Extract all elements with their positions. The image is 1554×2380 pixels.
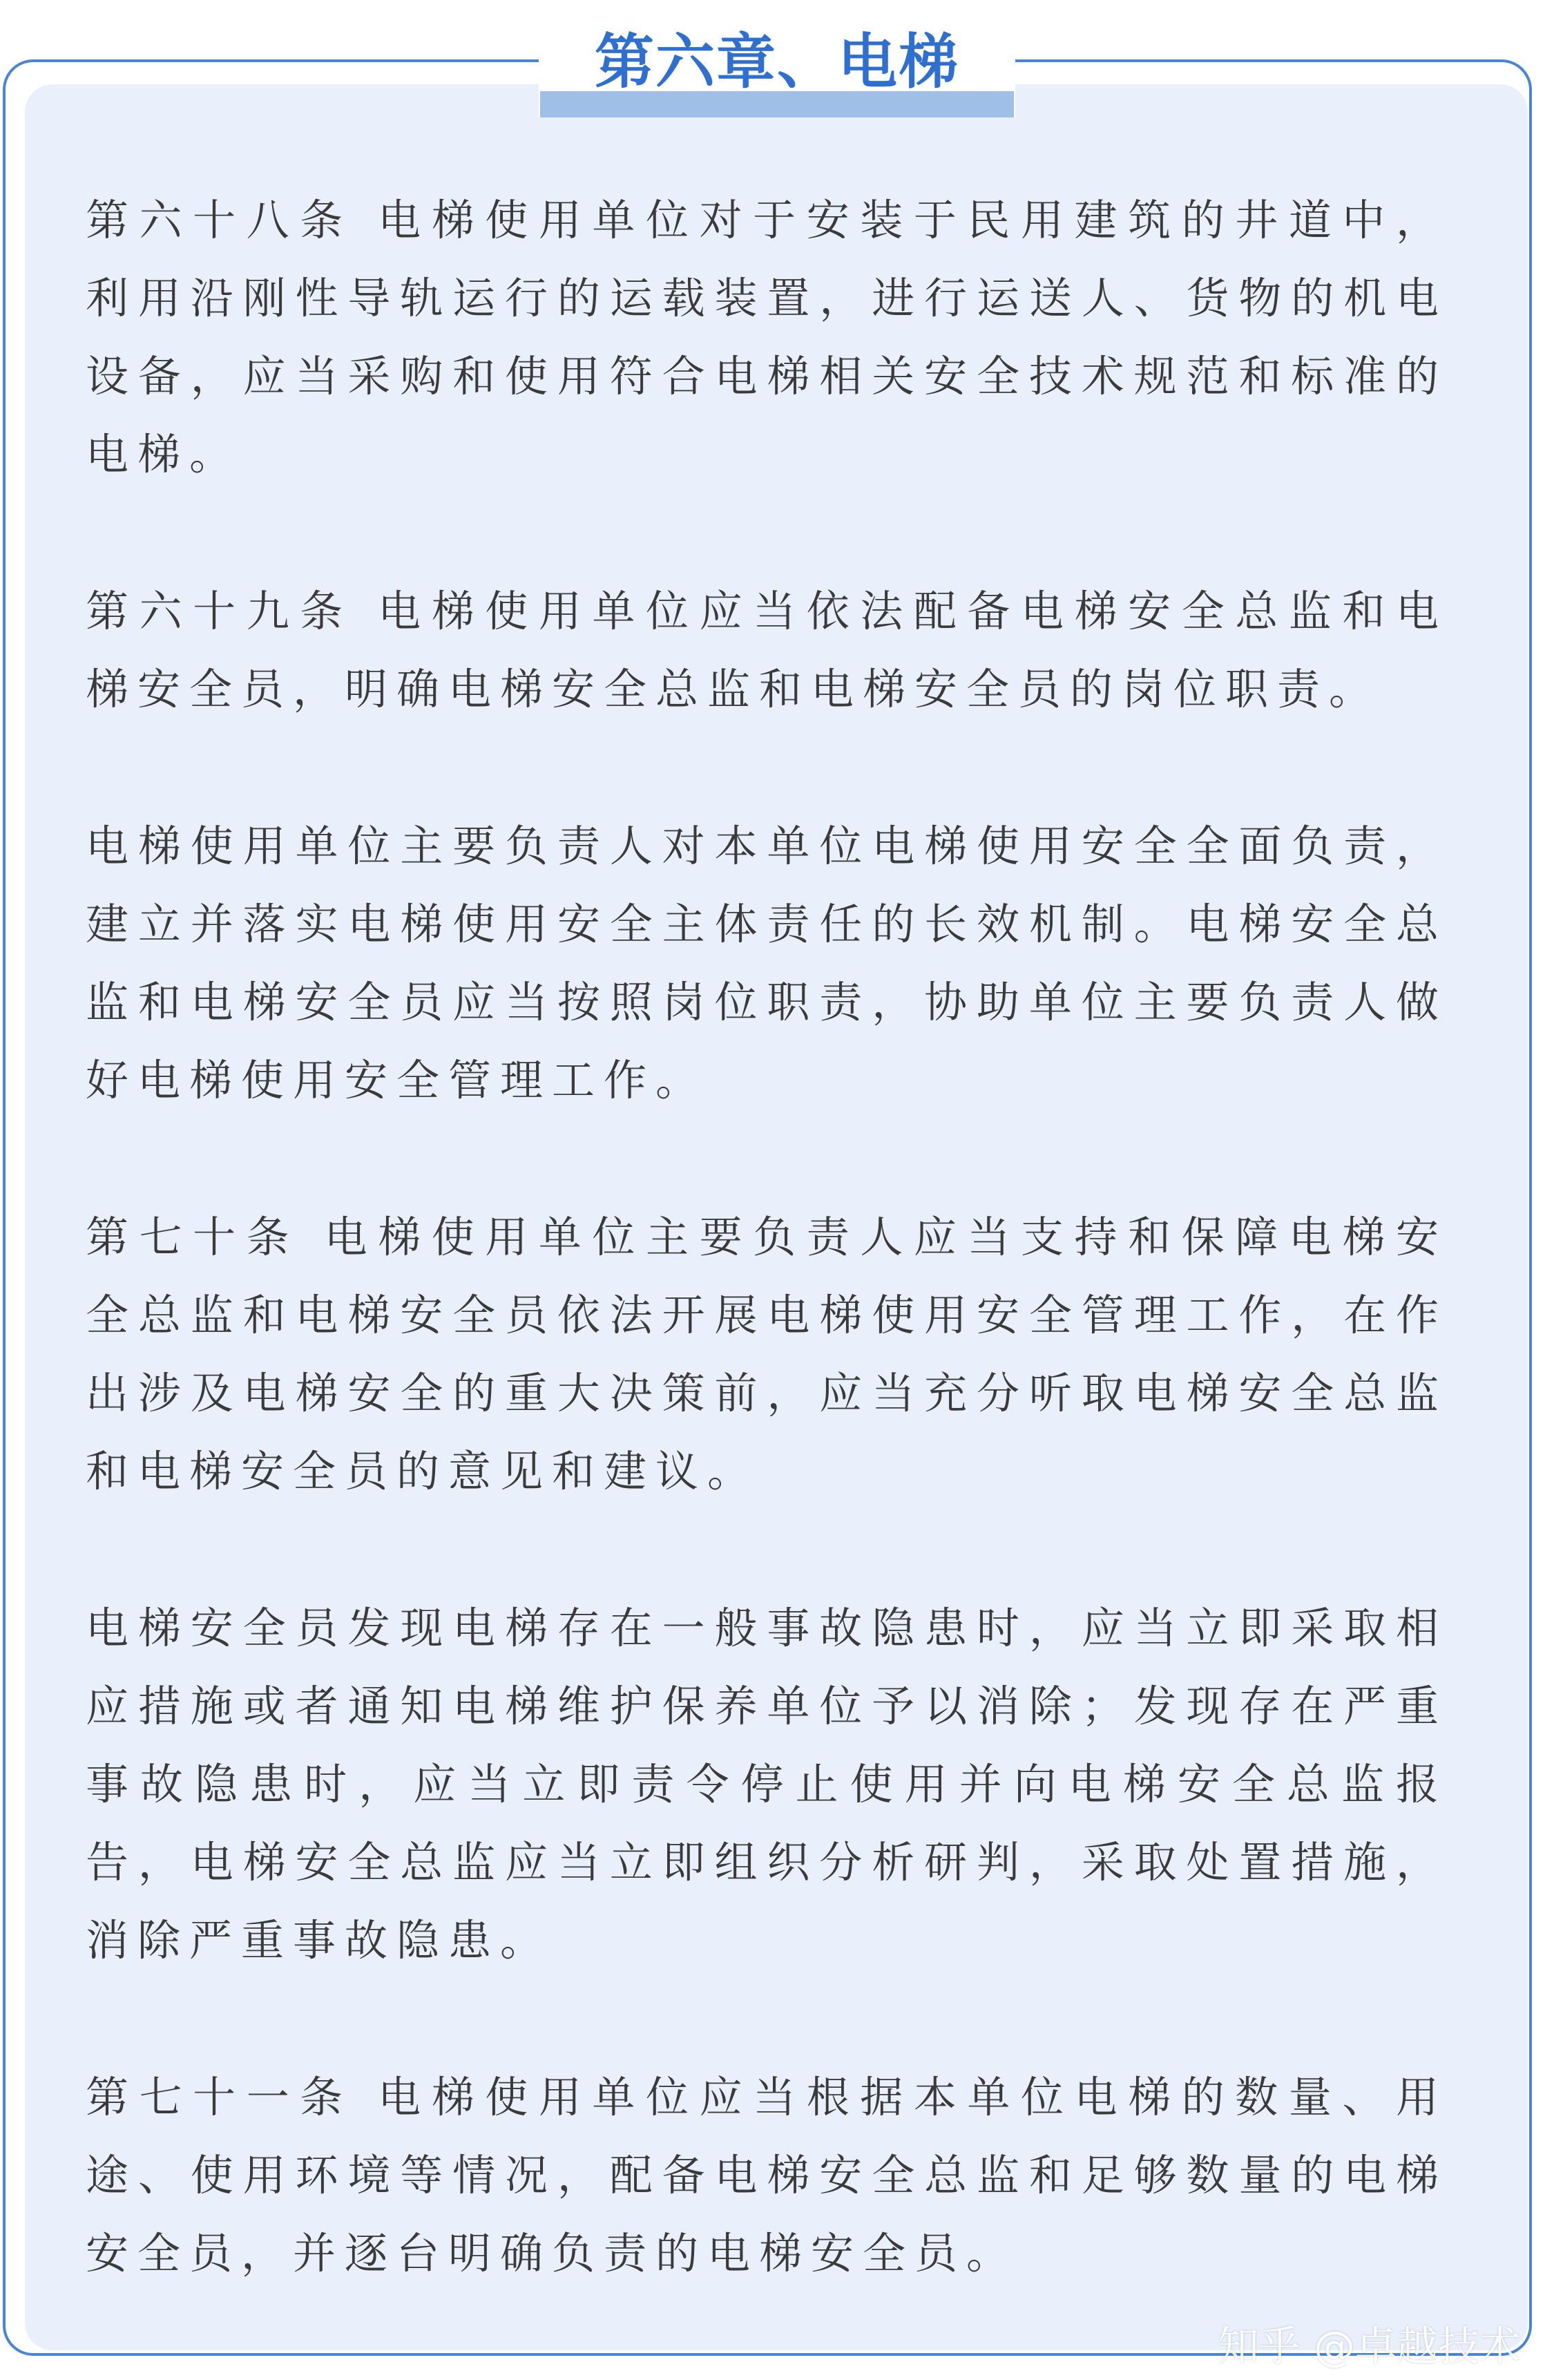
article-body (86, 181, 1448, 2371)
article-71: 第七十一条 电梯使用单位应当根据本单位电梯的数量、用途、使用环境等情况，配备电梯安全总监和足够数量的电梯安全员，并逐台明确负责的电梯安全员。 (86, 2072, 1448, 2278)
article-69: 第六十九条 电梯使用单位应当依法配备电梯安全总监和电梯安全员，明确电梯安全总监和电梯安全员的岗位职责。 (86, 586, 1448, 714)
watermark: 知乎 @卓越技术 (1217, 2323, 1521, 2371)
chapter-title: 第六章、电梯 (595, 28, 959, 97)
article-68: 第六十八条 电梯使用单位对于安装于民用建筑的井道中，利用沿刚性导轨运行的运载装置，进行运送人、货物的机电设备，应当采购和使用符合电梯相关安全技术规范和标准的电梯。 (86, 195, 1448, 479)
article-70-hazards: 电梯安全员发现电梯存在一般事故隐患时，应当立即采取相应措施或者通知电梯维护保养单位予以消除；发现存在严重事故隐患时，应当立即责令停止使用并向电梯安全总监报告，电梯安全总监应当立即组织分析研判，采取处置措施，消除严重事故隐患。 (86, 1603, 1448, 1965)
article-69-responsibility: 电梯使用单位主要负责人对本单位电梯使用安全全面负责，建立并落实电梯使用安全主体责任的长效机制。电梯安全总监和电梯安全员应当按照岗位职责，协助单位主要负责人做好电梯使用安全管理工作。 (86, 821, 1448, 1105)
article-70: 第七十条 电梯使用单位主要负责人应当支持和保障电梯安全总监和电梯安全员依法开展电梯使用安全管理工作，在作出涉及电梯安全的重大决策前，应当充分听取电梯安全总监和电梯安全员的意见和建议。 (86, 1212, 1448, 1496)
